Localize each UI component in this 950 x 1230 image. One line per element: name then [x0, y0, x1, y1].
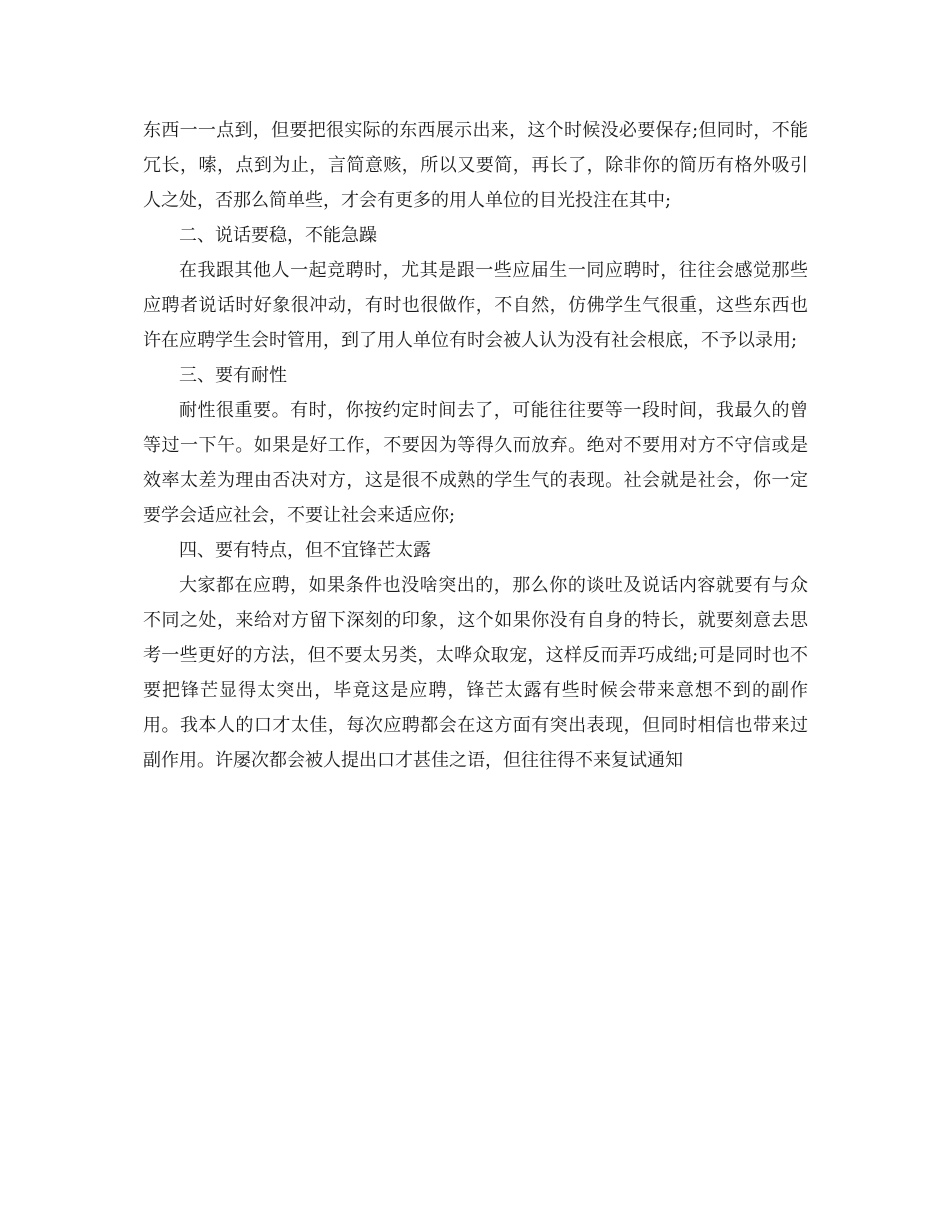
section-heading-4: 四、要有特点，但不宜锋芒太露: [179, 540, 431, 561]
paragraph-section-2: 在我跟其他人一起竞聘时，尤其是跟一些应届生一同应聘时，往往会感觉那些应聘者说话时好象很冲动，有时也很做作，不自然，仿佛学生气很重，这些东西也许在应聘学生会时管用，到了用人单位有时会被人认为没有社会根底，不予以录用;: [143, 260, 808, 351]
section-heading-3: 三、要有耐性: [179, 365, 287, 386]
paragraph-section-3: 耐性很重要。有时，你按约定时间去了，可能往往要等一段时间，我最久的曾等过一下午。如果是好工作，不要因为等得久而放弃。绝对不要用对方不守信或是效率太差为理由否决对方，这是很不成熟的学生气的表现。社会就是社会，你一定要学会适应社会，不要让社会来适应你;: [143, 400, 808, 526]
paragraph-section-4: 大家都在应聘，如果条件也没啥突出的，那么你的谈吐及说话内容就要有与众不同之处，来给对方留下深刻的印象，这个如果你没有自身的特长，就要刻意去思考一些更好的方法，但不要太另类，太哗众取宠，这样反而弄巧成绌;可是同时也不要把锋芒显得太突出，毕竟这是应聘，锋芒太露有些时候会带来意想不到的副作用。我本人的口才太佳，每次应聘都会在这方面有突出表现，但同时相信也带来过副作用。许屡次都会被人提出口才甚佳之语，但往往得不来复试通知: [143, 575, 808, 771]
document-body: [143, 113, 808, 778]
section-heading-2: 二、说话要稳，不能急躁: [179, 225, 377, 246]
paragraph-continuation: 东西一一点到，但要把很实际的东西展示出来，这个时候没必要保存;但同时，不能冗长，嗦，点到为止，言简意赅，所以又要简，再长了，除非你的简历有格外吸引人之处，否那么简单些，才会有更多的用人单位的目光投注在其中;: [143, 120, 808, 211]
